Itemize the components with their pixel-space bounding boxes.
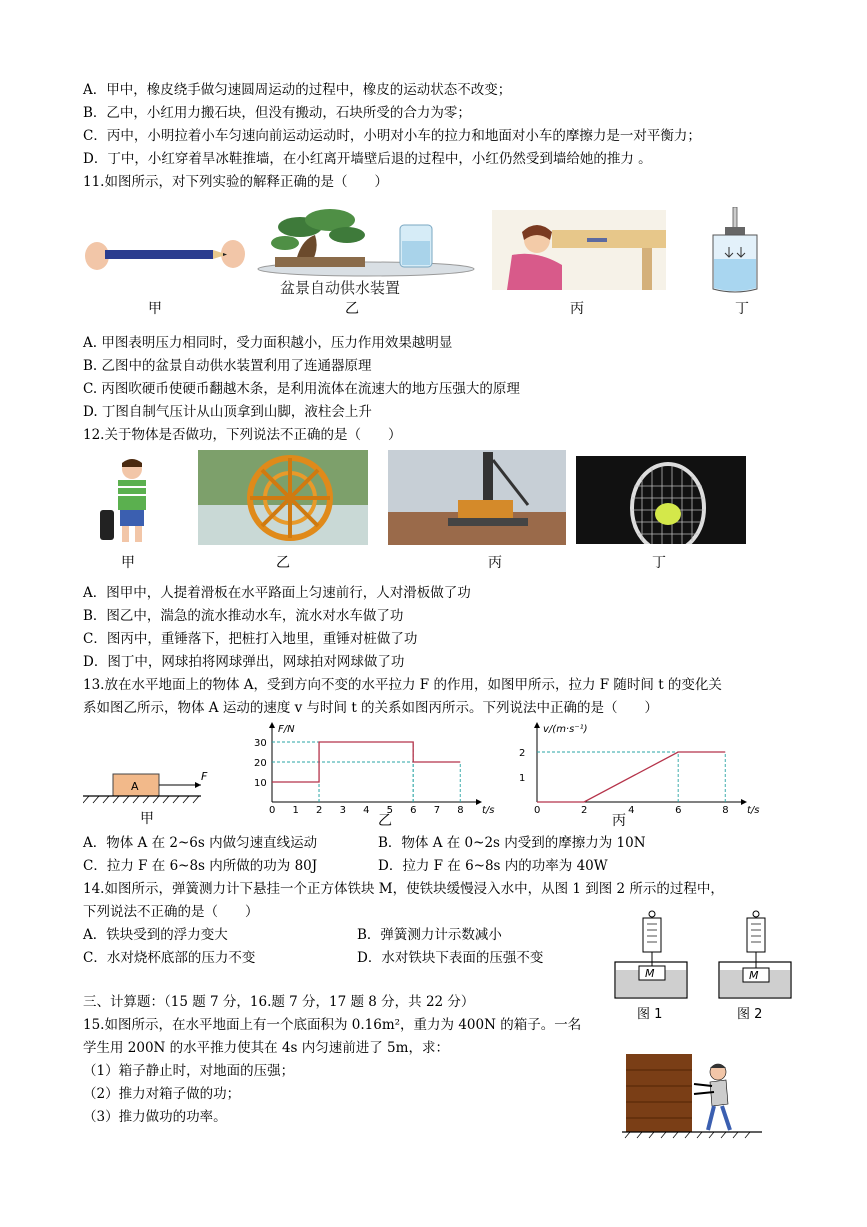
q11-option-b: B. 乙图中的盆景自动供水装置利用了连通器原理 xyxy=(83,358,372,374)
q13-option-c: C．拉力 F 在 6~8s 内所做的功为 80J xyxy=(83,858,318,874)
vt-chart-y-arrow xyxy=(534,722,540,728)
ft-chart-y-tick-10: 10 xyxy=(254,778,267,789)
q14-figure-1 xyxy=(612,910,690,1002)
q13-caption-jia: 甲 xyxy=(140,811,154,827)
q10-option-c: C．丙中，小明拉着小车匀速向前运动运动时，小明对小车的拉力和地面对小车的摩擦力是一对平衡力； xyxy=(83,128,701,144)
q14-option-b: B．弹簧测力计示数减小 xyxy=(357,927,502,943)
ft-chart-x-tick-3: 3 xyxy=(339,805,346,814)
q13-caption-yi: 乙 xyxy=(378,813,392,829)
ft-chart-y-tick-30: 30 xyxy=(254,738,267,749)
ft-chart-x-tick-5: 5 xyxy=(386,805,394,814)
q14-stem-line1: 14.如图所示，弹簧测力计下悬挂一个正方体铁块 M，使铁块缓慢浸入水中，从图 1 到图 2 所示的过程中， xyxy=(83,881,724,897)
ft-chart-y-label: F/N xyxy=(278,724,295,735)
vt-chart-x-tick-8: 8 xyxy=(722,805,729,814)
q10-option-a: A．甲中，橡皮绕手做匀速圆周运动的过程中，橡皮的运动状态不改变； xyxy=(83,82,512,98)
q12-caption-jia: 甲 xyxy=(121,555,135,571)
q11-caption-yi: 乙 xyxy=(345,301,359,317)
ft-chart-x-tick-6: 6 xyxy=(410,805,417,814)
q13-stem-line1: 13.放在水平地面上的物体 A，受到方向不变的水平拉力 F 的作用，如图甲所示，拉力 F 随时间 t 的变化关 xyxy=(83,677,722,693)
ft-chart-x-tick-1: 1 xyxy=(292,805,299,814)
q14-stem-line2: 下列说法不正确的是（ ） xyxy=(83,904,259,920)
ft-chart-x-tick-8: 8 xyxy=(457,805,464,814)
ft-chart-x-tick-0: 0 xyxy=(269,805,276,814)
ft-chart-series-line-0 xyxy=(272,742,460,782)
q15-part-3: （3）推力做功的功率。 xyxy=(83,1109,227,1125)
q12-tennis-figure xyxy=(576,456,746,544)
ft-chart-x-tick-7: 7 xyxy=(433,805,441,814)
q13-block-label: A xyxy=(131,780,139,793)
q14-option-c: C．水对烧杯底部的压力不变 xyxy=(83,950,256,966)
q13-velocity-time-chart xyxy=(505,722,765,814)
q11-coin-blow-figure xyxy=(492,210,666,290)
q13-stem-line2: 系如图乙所示，物体 A 运动的速度 v 与时间 t 的关系如图丙所示。下列说法中正确的是（ ） xyxy=(83,700,659,716)
q11-option-d: D. 丁图自制气压计从山顶拿到山脚，液柱会上升 xyxy=(83,404,372,420)
q12-stem: 12.关于物体是否做功，下列说法不正确的是（ ） xyxy=(83,427,402,443)
q13-option-d: D．拉力 F 在 6~8s 内的功率为 40W xyxy=(378,858,608,874)
q13-force-label: F xyxy=(201,770,208,783)
q13-option-b: B．物体 A 在 0~2s 内受到的摩擦力为 10N xyxy=(378,835,646,851)
q13-option-a: A．物体 A 在 2~6s 内做匀速直线运动 xyxy=(83,835,318,851)
ft-chart-x-label: t/s xyxy=(482,805,495,814)
q14-option-d: D．水对铁块下表面的压强不变 xyxy=(357,950,544,966)
q12-waterwheel-figure xyxy=(198,450,368,545)
vt-chart-x-tick-2: 2 xyxy=(581,805,588,814)
vt-chart-y-tick-2: 2 xyxy=(519,748,526,759)
vt-chart-y-tick-1: 1 xyxy=(519,773,526,784)
q12-caption-bing: 丙 xyxy=(488,555,502,571)
q14-caption-fig1: 图 1 xyxy=(637,1007,663,1022)
vt-chart-x-tick-4: 4 xyxy=(628,805,635,814)
q13-caption-bing: 丙 xyxy=(612,813,626,829)
q11-barometer-figure xyxy=(705,207,765,297)
q13-block-figure xyxy=(83,760,223,805)
vt-chart-x-label: t/s xyxy=(747,805,760,814)
ft-chart-y-arrow xyxy=(269,722,275,728)
q14-block-label-1: M xyxy=(645,967,655,980)
vt-chart-y-label: v/(m·s⁻¹) xyxy=(543,724,588,735)
ft-chart-x-tick-4: 4 xyxy=(363,805,370,814)
q12-caption-yi: 乙 xyxy=(276,555,290,571)
q12-option-c: C．图丙中，重锤落下，把桩打入地里，重锤对桩做了功 xyxy=(83,631,418,647)
q11-caption-jia: 甲 xyxy=(148,301,162,317)
q12-option-b: B．图乙中，湍急的流水推动水车，流水对水车做了功 xyxy=(83,608,404,624)
q11-pencil-figure xyxy=(85,230,245,280)
q14-option-a: A．铁块受到的浮力变大 xyxy=(83,927,228,943)
q10-option-b: B．乙中，小红用力搬石块，但没有搬动，石块所受的合力为零； xyxy=(83,105,471,121)
q12-pile-driver-figure xyxy=(388,450,566,545)
q11-stem: 11.如图所示，对下列实验的解释正确的是（ ） xyxy=(83,174,388,190)
q11-option-c: C. 丙图吹硬币使硬币翻越木条，是利用流体在流速大的地方压强大的原理 xyxy=(83,381,520,397)
q11-caption-ding: 丁 xyxy=(735,301,749,317)
section-3-title: 三、计算题：（15 题 7 分，16.题 7 分，17 题 8 分，共 22 分） xyxy=(83,994,475,1010)
q11-bonsai-figure xyxy=(255,205,477,300)
q15-part-1: （1）箱子静止时，对地面的压强； xyxy=(83,1063,295,1079)
q14-block-label-2: M xyxy=(749,969,759,982)
q12-caption-ding: 丁 xyxy=(652,555,666,571)
vt-chart-series-line-0 xyxy=(537,752,725,802)
q11-caption-bing: 丙 xyxy=(570,301,584,317)
vt-chart-x-tick-6: 6 xyxy=(675,805,682,814)
vt-chart-x-tick-0: 0 xyxy=(534,805,541,814)
q15-stem-line1: 15.如图所示，在水平地面上有一个底面积为 0.16m²，重力为 400N 的箱子。一名 xyxy=(83,1017,582,1033)
q11-device-label: 盆景自动供水装置 xyxy=(280,279,401,297)
q14-caption-fig2: 图 2 xyxy=(737,1007,763,1022)
q15-part-2: （2）推力对箱子做的功； xyxy=(83,1086,241,1102)
ft-chart-x-tick-2: 2 xyxy=(316,805,323,814)
q11-option-a: A. 甲图表明压力相同时，受力面积越小，压力作用效果越明显 xyxy=(83,335,453,351)
q13-force-time-chart xyxy=(240,722,500,814)
q15-stem-line2: 学生用 200N 的水平推力使其在 4s 内匀速前进了 5m，求： xyxy=(83,1040,449,1056)
q12-option-a: A．图甲中，人提着滑板在水平路面上匀速前行，人对滑板做了功 xyxy=(83,585,471,601)
q12-person-skateboard-figure xyxy=(90,455,170,550)
q12-option-d: D．图丁中，网球拍将网球弹出，网球拍对网球做了功 xyxy=(83,654,405,670)
q14-figure-2 xyxy=(716,910,794,1002)
q15-push-box-figure xyxy=(622,1050,762,1140)
ft-chart-y-tick-20: 20 xyxy=(254,758,267,769)
q10-option-d: D．丁中，小红穿着旱冰鞋推墙，在小红离开墙壁后退的过程中，小红仍然受到墙给她的推力 。 xyxy=(83,151,652,167)
